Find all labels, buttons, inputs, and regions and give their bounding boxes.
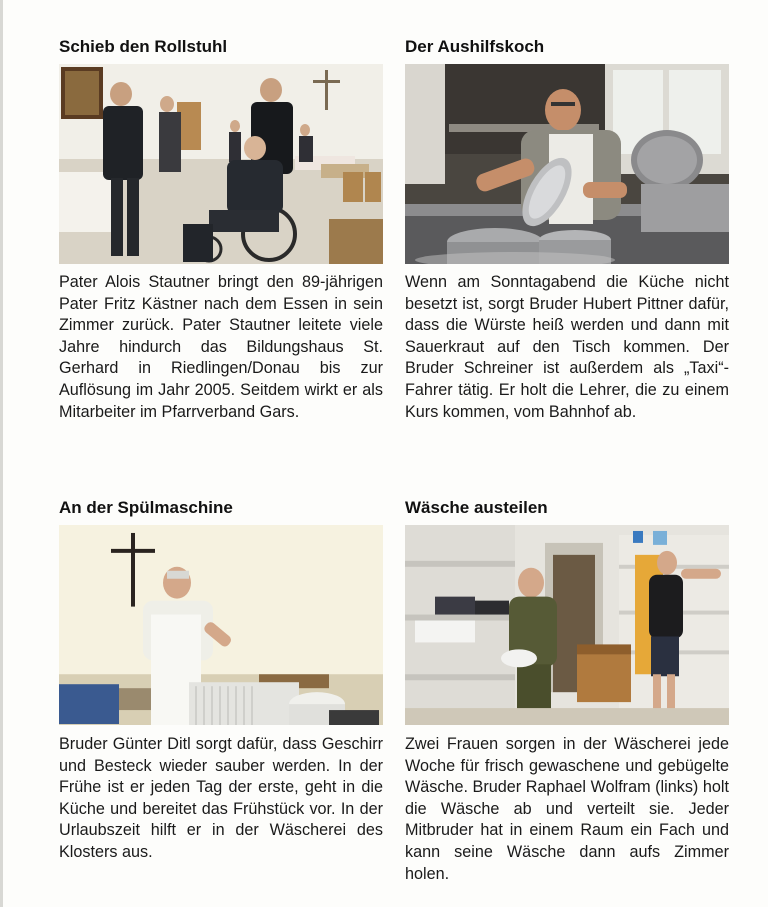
- article-wheelchair: [59, 37, 383, 423]
- article-laundry: [405, 498, 729, 885]
- article-text: Wenn am Sonntagabend die Küche nicht besetzt ist, sorgt Bruder Hubert Pittner dafür, dass die Würste heiß werden und dann mit Sauerkraut auf den Tisch kommen. Der Bruder Schreiner ist außerdem als „Taxi“-Fahrer tätig. Er holt die Lehrer, die zu einem Kurs kommen, vom Bahnhof ab.: [405, 273, 729, 421]
- article-text: Bruder Günter Ditl sorgt dafür, dass Geschirr und Besteck wieder sauber werden. In der Frühe ist er jeden Tag der erste, geht in die Küche und bereitet das Frühstück vor. In der Urlaubszeit hilft er in der Wäscherei des Klosters aus.: [59, 735, 383, 861]
- article-text: Zwei Frauen sorgen in der Wäscherei jede Woche für frisch gewaschene und gebügelte Wäsche. Bruder Raphael Wolfram (links) holt die Wäsche ab und verteilt sie. Jeder Mitbruder hat in einem Raum ein Fach und kann seine Wäsche dann aufs Zimmer holen.: [405, 735, 729, 883]
- article-cook: [405, 37, 729, 423]
- article-title: Wäsche austeilen: [405, 498, 548, 517]
- kitchen-cook-photo: [405, 64, 729, 264]
- article-title: Der Aushilfskoch: [405, 37, 545, 56]
- article-dishwasher: [59, 498, 383, 864]
- page-edge-rule: [0, 0, 3, 907]
- dishwasher-photo: [59, 525, 383, 726]
- laundry-photo: [405, 525, 729, 726]
- article-title: Schieb den Rollstuhl: [59, 37, 228, 56]
- article-text: Pater Alois Stautner bringt den 89-jährigen Pater Fritz Kästner nach dem Essen in sein Zimmer zurück. Pater Stautner leitete viele Jahre hindurch das Bildungshaus St. Gerhard in Riedlingen/Donau bis zur Auflösung im Jahr 2005. Seitdem wirkt er als Mitarbeiter im Pfarrverband Gars.: [59, 273, 383, 421]
- wheelchair-photo: [59, 64, 383, 264]
- article-title: An der Spülmaschine: [59, 498, 233, 517]
